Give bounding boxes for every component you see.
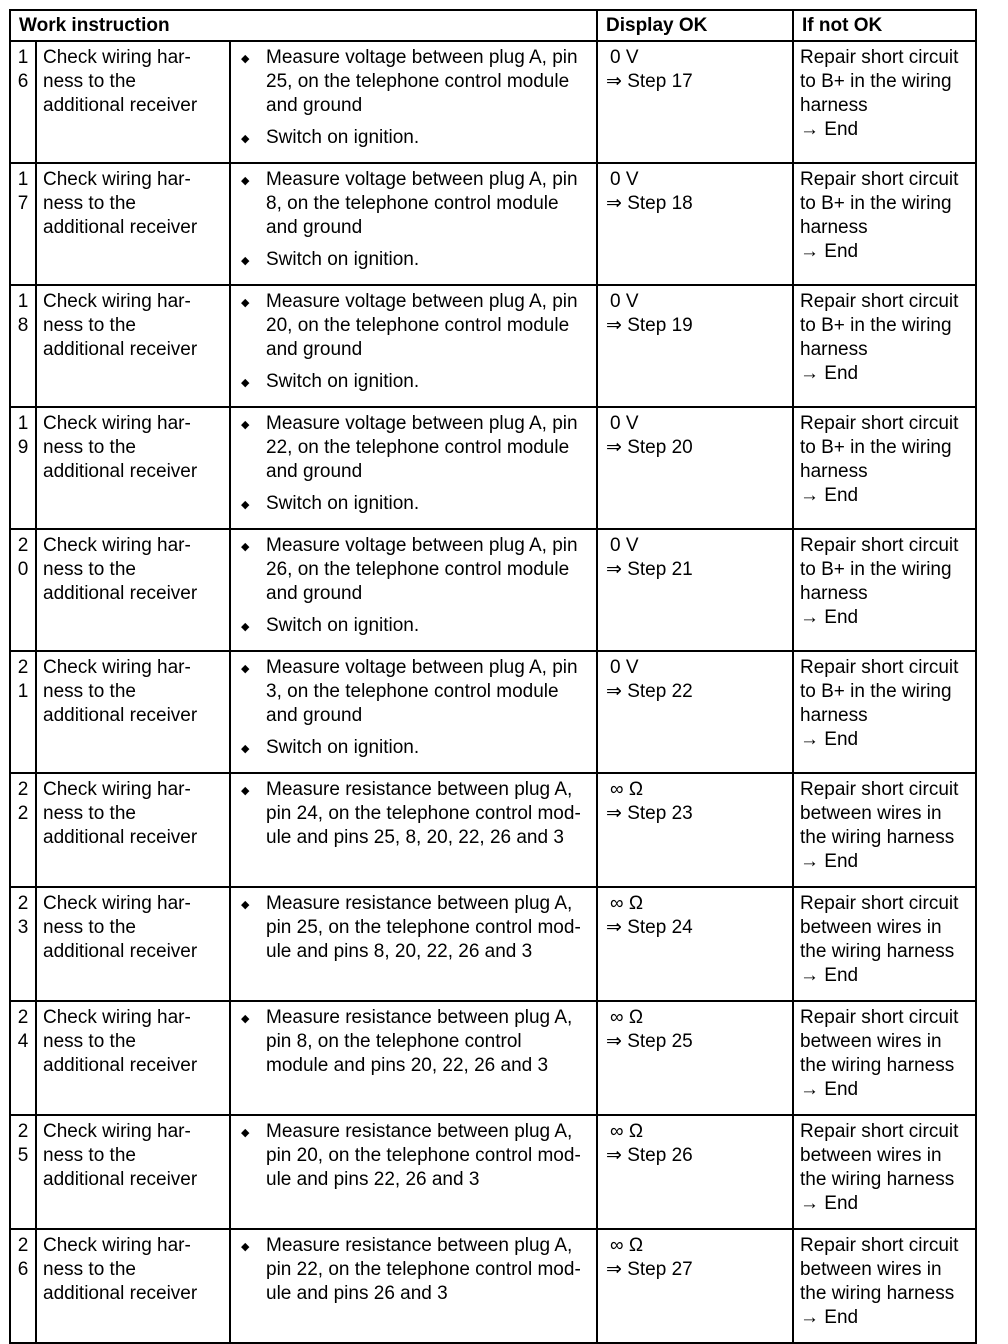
check-description: Check wiring har-ness to the additional receiver <box>36 41 230 163</box>
table-row <box>10 407 976 529</box>
step-digit: 3 <box>17 917 29 938</box>
table-row <box>10 887 976 1001</box>
instruction-list <box>237 892 588 964</box>
instruction-cell <box>230 887 597 1001</box>
instruction-list <box>237 1234 588 1306</box>
repair-action: Repair short circuit to B+ in the wiring harness <box>800 535 959 604</box>
end-marker: → End <box>800 607 859 628</box>
instruction-item: ◆ Measure voltage between plug A, pin 22, on the telephone control module and ground <box>237 412 588 484</box>
step-number <box>10 1229 36 1343</box>
end-marker: → End <box>800 363 859 384</box>
step-digit: 6 <box>17 1259 29 1280</box>
instruction-cell <box>230 529 597 651</box>
table-row <box>10 1229 976 1343</box>
expected-value: ∞ Ω <box>610 893 644 914</box>
table-row <box>10 529 976 651</box>
expected-value: ∞ Ω <box>610 779 644 800</box>
instruction-item: ◆ Measure resistance between plug A, pin 20, on the telephone control mod-ule and pins 22, 26 and 3 <box>237 1120 588 1192</box>
instruction-list <box>237 412 588 516</box>
instruction-cell <box>230 285 597 407</box>
table-row <box>10 41 976 163</box>
header-if-not-ok: If not OK <box>793 10 976 41</box>
instruction-item: ◆ Measure voltage between plug A, pin 26, on the telephone control module and ground <box>237 534 588 606</box>
step-digit: 4 <box>17 1031 29 1052</box>
step-digit: 1 <box>17 413 29 434</box>
step-digit: 1 <box>17 681 29 702</box>
next-step: ⇒ Step 21 <box>606 559 693 580</box>
end-marker: → End <box>800 485 859 506</box>
next-step: ⇒ Step 24 <box>606 917 693 938</box>
instruction-list <box>237 46 588 150</box>
instruction-item: ◆ Measure resistance between plug A, pin 25, on the telephone control mod-ule and pins 8, 20, 22, 26 and 3 <box>237 892 588 964</box>
expected-value: 0 V <box>610 291 639 312</box>
repair-action: Repair short circuit to B+ in the wiring harness <box>800 169 959 238</box>
check-description: Check wiring har-ness to the additional receiver <box>36 1001 230 1115</box>
step-digit: 2 <box>17 1121 29 1142</box>
step-digit: 9 <box>17 437 29 458</box>
check-description: Check wiring har-ness to the additional receiver <box>36 887 230 1001</box>
instruction-item: ◆ Switch on ignition. <box>237 736 588 760</box>
check-description: Check wiring har-ness to the additional receiver <box>36 163 230 285</box>
step-number <box>10 41 36 163</box>
step-digit: 6 <box>17 71 29 92</box>
display-ok-cell <box>597 163 793 285</box>
step-number <box>10 529 36 651</box>
check-description: Check wiring har-ness to the additional receiver <box>36 529 230 651</box>
instruction-list <box>237 656 588 760</box>
instruction-list <box>237 778 588 850</box>
expected-value: ∞ Ω <box>610 1007 644 1028</box>
repair-action: Repair short circuit between wires in the wiring harness <box>800 1007 959 1076</box>
step-number <box>10 285 36 407</box>
instruction-item: ◆ Measure voltage between plug A, pin 8, on the telephone control module and ground <box>237 168 588 240</box>
step-digit: 1 <box>17 291 29 312</box>
step-digit: 2 <box>17 657 29 678</box>
if-not-ok-cell <box>793 529 976 651</box>
instruction-cell <box>230 41 597 163</box>
instruction-cell <box>230 1115 597 1229</box>
instruction-item: ◆ Measure resistance between plug A, pin 8, on the telephone control module and pins 20, 22, 26 and 3 <box>237 1006 588 1078</box>
display-ok-cell <box>597 407 793 529</box>
step-digit: 1 <box>17 47 29 68</box>
repair-action: Repair short circuit between wires in the wiring harness <box>800 779 959 848</box>
step-number <box>10 651 36 773</box>
repair-action: Repair short circuit to B+ in the wiring harness <box>800 657 959 726</box>
step-number <box>10 1001 36 1115</box>
instruction-item: ◆ Switch on ignition. <box>237 370 588 394</box>
step-digit: 5 <box>17 1145 29 1166</box>
table-row <box>10 1115 976 1229</box>
instruction-item: ◆ Switch on ignition. <box>237 126 588 150</box>
table-row <box>10 163 976 285</box>
step-digit: 2 <box>17 893 29 914</box>
instruction-list <box>237 1006 588 1078</box>
check-description: Check wiring har-ness to the additional receiver <box>36 651 230 773</box>
repair-action: Repair short circuit to B+ in the wiring harness <box>800 47 959 116</box>
expected-value: ∞ Ω <box>610 1121 644 1142</box>
instruction-item: ◆ Measure voltage between plug A, pin 25, on the telephone control module and ground <box>237 46 588 118</box>
end-marker: → End <box>800 851 859 872</box>
step-number <box>10 773 36 887</box>
instruction-item: ◆ Measure voltage between plug A, pin 20, on the telephone control module and ground <box>237 290 588 362</box>
expected-value: 0 V <box>610 413 639 434</box>
instruction-item: ◆ Switch on ignition. <box>237 614 588 638</box>
end-marker: → End <box>800 119 859 140</box>
instruction-item: ◆ Measure voltage between plug A, pin 3, on the telephone control module and ground <box>237 656 588 728</box>
if-not-ok-cell <box>793 1229 976 1343</box>
step-digit: 2 <box>17 1235 29 1256</box>
next-step: ⇒ Step 17 <box>606 71 693 92</box>
step-digit: 2 <box>17 779 29 800</box>
if-not-ok-cell <box>793 407 976 529</box>
expected-value: 0 V <box>610 169 639 190</box>
next-step: ⇒ Step 22 <box>606 681 693 702</box>
end-marker: → End <box>800 1193 859 1214</box>
end-marker: → End <box>800 965 859 986</box>
if-not-ok-cell <box>793 285 976 407</box>
expected-value: 0 V <box>610 535 639 556</box>
step-number <box>10 1115 36 1229</box>
instruction-item: ◆ Measure resistance between plug A, pin 24, on the telephone control mod-ule and pins 25, 8, 20, 22, 26 and 3 <box>237 778 588 850</box>
if-not-ok-cell <box>793 41 976 163</box>
step-number <box>10 163 36 285</box>
step-digit: 8 <box>17 315 29 336</box>
next-step: ⇒ Step 20 <box>606 437 693 458</box>
end-marker: → End <box>800 1307 859 1328</box>
check-description: Check wiring har-ness to the additional receiver <box>36 773 230 887</box>
instruction-cell <box>230 651 597 773</box>
step-digit: 7 <box>17 193 29 214</box>
display-ok-cell <box>597 285 793 407</box>
step-digit: 2 <box>17 1007 29 1028</box>
instruction-cell <box>230 1229 597 1343</box>
instruction-list <box>237 1120 588 1192</box>
check-description: Check wiring har-ness to the additional receiver <box>36 407 230 529</box>
repair-action: Repair short circuit to B+ in the wiring harness <box>800 291 959 360</box>
display-ok-cell <box>597 529 793 651</box>
display-ok-cell <box>597 41 793 163</box>
display-ok-cell <box>597 887 793 1001</box>
instruction-list <box>237 168 588 272</box>
display-ok-cell <box>597 651 793 773</box>
expected-value: ∞ Ω <box>610 1235 644 1256</box>
next-step: ⇒ Step 26 <box>606 1145 693 1166</box>
next-step: ⇒ Step 18 <box>606 193 693 214</box>
instruction-list <box>237 534 588 638</box>
instruction-cell <box>230 407 597 529</box>
header-work-instruction: Work instruction <box>10 10 597 41</box>
instruction-cell <box>230 1001 597 1115</box>
table-row <box>10 773 976 887</box>
display-ok-cell <box>597 1115 793 1229</box>
instruction-item: ◆ Switch on ignition. <box>237 492 588 516</box>
if-not-ok-cell <box>793 773 976 887</box>
end-marker: → End <box>800 729 859 750</box>
table-row <box>10 651 976 773</box>
table-header-row <box>10 10 976 41</box>
check-description: Check wiring har-ness to the additional receiver <box>36 1115 230 1229</box>
step-digit: 1 <box>17 169 29 190</box>
instruction-cell <box>230 773 597 887</box>
check-description: Check wiring har-ness to the additional receiver <box>36 1229 230 1343</box>
step-number <box>10 887 36 1001</box>
display-ok-cell <box>597 1001 793 1115</box>
next-step: ⇒ Step 25 <box>606 1031 693 1052</box>
if-not-ok-cell <box>793 887 976 1001</box>
if-not-ok-cell <box>793 1001 976 1115</box>
repair-action: Repair short circuit between wires in the wiring harness <box>800 1121 959 1190</box>
table-row <box>10 285 976 407</box>
if-not-ok-cell <box>793 651 976 773</box>
if-not-ok-cell <box>793 163 976 285</box>
expected-value: 0 V <box>610 47 639 68</box>
instruction-cell <box>230 163 597 285</box>
step-number <box>10 407 36 529</box>
header-display-ok: Display OK <box>597 10 793 41</box>
step-digit: 2 <box>17 803 29 824</box>
end-marker: → End <box>800 241 859 262</box>
table-row <box>10 1001 976 1115</box>
end-marker: → End <box>800 1079 859 1100</box>
repair-action: Repair short circuit between wires in the wiring harness <box>800 893 959 962</box>
next-step: ⇒ Step 23 <box>606 803 693 824</box>
instruction-item: ◆ Switch on ignition. <box>237 248 588 272</box>
instruction-item: ◆ Measure resistance between plug A, pin 22, on the telephone control mod-ule and pins 26 and 3 <box>237 1234 588 1306</box>
expected-value: 0 V <box>610 657 639 678</box>
work-instruction-table <box>9 9 977 1344</box>
display-ok-cell <box>597 773 793 887</box>
repair-action: Repair short circuit to B+ in the wiring harness <box>800 413 959 482</box>
check-description: Check wiring har-ness to the additional receiver <box>36 285 230 407</box>
display-ok-cell <box>597 1229 793 1343</box>
if-not-ok-cell <box>793 1115 976 1229</box>
next-step: ⇒ Step 19 <box>606 315 693 336</box>
next-step: ⇒ Step 27 <box>606 1259 693 1280</box>
step-digit: 0 <box>17 559 29 580</box>
instruction-list <box>237 290 588 394</box>
repair-action: Repair short circuit between wires in the wiring harness <box>800 1235 959 1304</box>
step-digit: 2 <box>17 535 29 556</box>
